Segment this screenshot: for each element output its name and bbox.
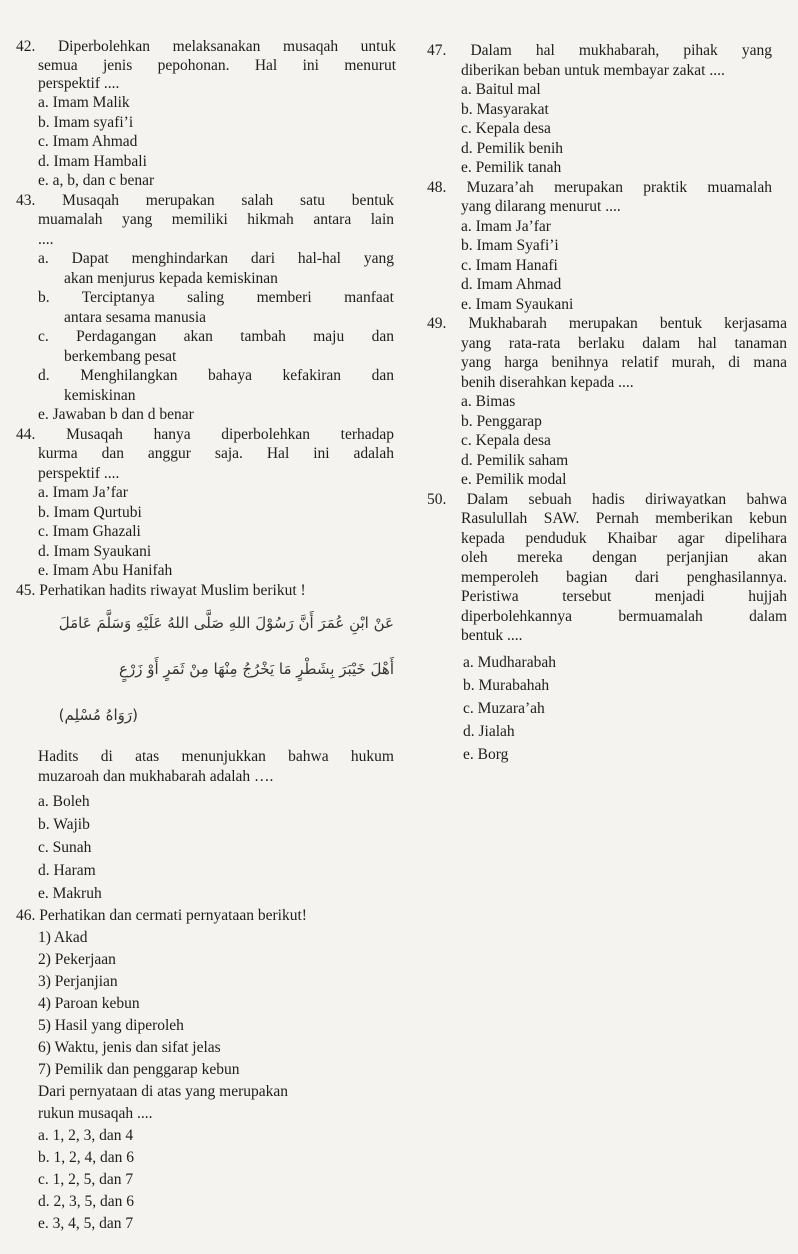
text-line-q46-s7: 7) Pemilik dan penggarap kebun bbox=[38, 1061, 240, 1078]
text-line-q42-3: perspektif .... bbox=[38, 75, 120, 92]
text-line-q50-6: Peristiwa tersebut menjadi hujjah bbox=[461, 588, 787, 605]
text-line-q50-1: 50. Dalam sebuah hadis diriwayatkan bahwa bbox=[427, 491, 787, 508]
text-line-q49-c: c. Kepala desa bbox=[461, 432, 551, 449]
text-line-q50-4: oleh mereka dengan perjanjian akan bbox=[461, 549, 787, 566]
text-line-q47-2: diberikan beban untuk membayar zakat .... bbox=[461, 62, 725, 79]
text-line-q45-a: a. Boleh bbox=[38, 793, 90, 810]
text-line-q46-s5: 5) Hasil yang diperoleh bbox=[38, 1017, 184, 1034]
text-line-q44-b: b. Imam Qurtubi bbox=[38, 504, 142, 521]
text-line-q47-1: 47. Dalam hal mukhabarah, pihak yang bbox=[427, 42, 772, 59]
text-line-q43-3: .... bbox=[38, 231, 54, 248]
text-line-q48-2: yang dilarang menurut .... bbox=[461, 198, 621, 215]
text-line-q43-1: 43. Musaqah merupakan salah satu bentuk bbox=[16, 192, 394, 209]
text-line-q46-s6: 6) Waktu, jenis dan sifat jelas bbox=[38, 1039, 221, 1056]
text-line-q45-ar1: عَنْ ابْنِ عُمَرَ أَنَّ رَسُوْلَ اللهِ صَلَّى اللهُ عَلَيْهِ وَسَلَّمَ عَامَلَ bbox=[58, 614, 394, 632]
text-line-q50-8: bentuk .... bbox=[461, 627, 523, 644]
text-line-q42-1: 42. Diperbolehkan melaksanakan musaqah untuk bbox=[16, 38, 396, 55]
text-line-q50-c: c. Muzara’ah bbox=[463, 700, 545, 717]
text-line-q43-a2: akan menjurus kepada kemiskinan bbox=[64, 270, 278, 287]
text-line-q47-d: d. Pemilik benih bbox=[461, 140, 564, 157]
text-line-q43-2: muamalah yang memiliki hikmah antara lain bbox=[38, 211, 394, 228]
text-line-q49-4: benih diserahkan kepada .... bbox=[461, 374, 634, 391]
text-line-q49-b: b. Penggarap bbox=[461, 413, 542, 430]
text-line-q48-1: 48. Muzara’ah merupakan praktik muamalah bbox=[427, 179, 772, 196]
text-line-q45-3: muzaroah dan mukhabarah adalah …. bbox=[38, 768, 274, 785]
text-line-q44-3: perspektif .... bbox=[38, 465, 120, 482]
text-line-q50-d: d. Jialah bbox=[463, 723, 515, 740]
text-line-q46-s3: 3) Perjanjian bbox=[38, 973, 118, 990]
text-line-q48-e: e. Imam Syaukani bbox=[461, 296, 574, 313]
text-line-q50-2: Rasulullah SAW. Pernah memberikan kebun bbox=[461, 510, 787, 527]
text-line-q44-c: c. Imam Ghazali bbox=[38, 523, 141, 540]
text-line-q49-a: a. Bimas bbox=[461, 393, 516, 410]
text-line-q49-2: yang rata-rata berlaku dalam hal tanaman bbox=[461, 335, 787, 352]
text-line-q42-e: e. a, b, dan c benar bbox=[38, 172, 155, 189]
text-line-q42-b: b. Imam syafi’i bbox=[38, 114, 134, 131]
text-line-q47-c: c. Kepala desa bbox=[461, 120, 551, 137]
text-line-q42-d: d. Imam Hambali bbox=[38, 153, 147, 170]
text-line-q49-3: yang harga benihnya relatif murah, di mana bbox=[461, 354, 787, 371]
text-line-q50-5: memperoleh bagian dari penghasilannya. bbox=[461, 569, 787, 586]
text-line-q46-a: a. 1, 2, 3, dan 4 bbox=[38, 1127, 134, 1144]
text-line-q49-e: e. Pemilik modal bbox=[461, 471, 567, 488]
text-line-q46-1: 46. Perhatikan dan cermati pernyataan berikut! bbox=[16, 907, 307, 924]
text-line-q50-e: e. Borg bbox=[463, 746, 509, 763]
text-line-q45-2: Hadits di atas menunjukkan bahwa hukum bbox=[38, 748, 394, 765]
text-line-q44-d: d. Imam Syaukani bbox=[38, 543, 152, 560]
text-line-q50-a: a. Mudharabah bbox=[463, 654, 556, 671]
text-line-q47-e: e. Pemilik tanah bbox=[461, 159, 562, 176]
text-line-q48-a: a. Imam Ja’far bbox=[461, 218, 551, 235]
text-line-q45-ar2: أَهْلَ خَيْبَرَ بِشَطْرٍ مَا يَخْرُجُ مِنْهَا مِنْ ثَمَرٍ أَوْ زَرْعٍ bbox=[119, 660, 394, 678]
text-line-q44-1: 44. Musaqah hanya diperbolehkan terhadap bbox=[16, 426, 394, 443]
text-line-q43-c1: c. Perdagangan akan tambah maju dan bbox=[38, 328, 394, 345]
text-line-q45-b: b. Wajib bbox=[38, 816, 90, 833]
text-line-q47-b: b. Masyarakat bbox=[461, 101, 549, 118]
text-line-q47-a: a. Baitul mal bbox=[461, 81, 541, 98]
text-line-q46-b: b. 1, 2, 4, dan 6 bbox=[38, 1149, 135, 1166]
text-line-q46-s2: 2) Pekerjaan bbox=[38, 951, 116, 968]
text-line-q49-d: d. Pemilik saham bbox=[461, 452, 569, 469]
text-line-q43-d2: kemiskinan bbox=[64, 387, 136, 404]
text-line-q42-c: c. Imam Ahmad bbox=[38, 133, 138, 150]
text-line-q45-1: 45. Perhatikan hadits riwayat Muslim berikut ! bbox=[16, 582, 306, 599]
text-line-q48-d: d. Imam Ahmad bbox=[461, 276, 562, 293]
text-line-q46-s1: 1) Akad bbox=[38, 929, 88, 946]
text-line-q46-e: e. 3, 4, 5, dan 7 bbox=[38, 1215, 134, 1232]
text-line-q43-d1: d. Menghilangkan bahaya kefakiran dan bbox=[38, 367, 394, 384]
text-line-q44-2: kurma dan anggur saja. Hal ini adalah bbox=[38, 445, 394, 462]
text-line-q42-a: a. Imam Malik bbox=[38, 94, 130, 111]
text-line-q46-s4: 4) Paroan kebun bbox=[38, 995, 140, 1012]
text-line-q44-a: a. Imam Ja’far bbox=[38, 484, 128, 501]
text-line-q50-7: diperbolehkannya bermuamalah dalam bbox=[461, 608, 787, 625]
text-line-q43-c2: berkembang pesat bbox=[64, 348, 177, 365]
text-line-q45-d: d. Haram bbox=[38, 862, 96, 879]
text-line-q45-e: e. Makruh bbox=[38, 885, 102, 902]
text-line-q48-b: b. Imam Syafi’i bbox=[461, 237, 559, 254]
text-line-q43-a1: a. Dapat menghindarkan dari hal-hal yang bbox=[38, 250, 394, 267]
text-line-q48-c: c. Imam Hanafi bbox=[461, 257, 558, 274]
text-line-q45-ar3: (رَوَاهُ مُسْلِم) bbox=[58, 706, 138, 724]
text-line-q43-b2: antara sesama manusia bbox=[64, 309, 207, 326]
text-line-q43-b1: b. Terciptanya saling memberi manfaat bbox=[38, 289, 394, 306]
text-line-q42-2: semua jenis pepohonan. Hal ini menurut bbox=[38, 57, 396, 74]
text-line-q43-e: e. Jawaban b dan d benar bbox=[38, 406, 194, 423]
text-line-q46-3: rukun musaqah .... bbox=[38, 1105, 153, 1122]
text-line-q46-2: Dari pernyataan di atas yang merupakan bbox=[38, 1083, 289, 1100]
text-line-q45-c: c. Sunah bbox=[38, 839, 92, 856]
text-line-q49-1: 49. Mukhabarah merupakan bentuk kerjasama bbox=[427, 315, 787, 332]
text-line-q46-d: d. 2, 3, 5, dan 6 bbox=[38, 1193, 135, 1210]
text-line-q50-3: kepada penduduk Khaibar agar dipelihara bbox=[461, 530, 787, 547]
text-line-q46-c: c. 1, 2, 5, dan 7 bbox=[38, 1171, 134, 1188]
text-line-q44-e: e. Imam Abu Hanifah bbox=[38, 562, 173, 579]
text-line-q50-b: b. Murabahah bbox=[463, 677, 550, 694]
